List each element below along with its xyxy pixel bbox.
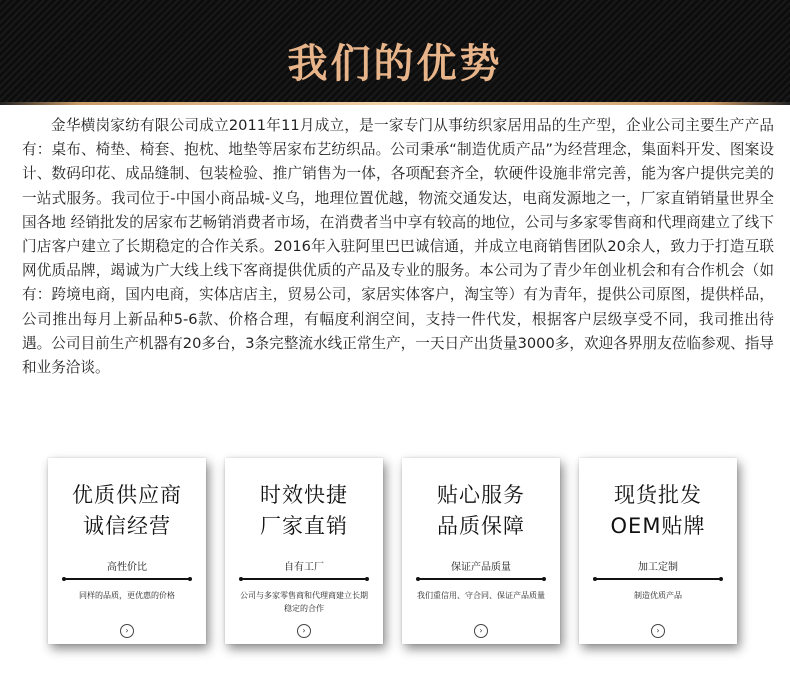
advantage-card-service — [402, 458, 560, 644]
card-description: 同样的品质，更优惠的价格 — [79, 591, 175, 600]
advantage-cards — [0, 450, 790, 670]
card-tag: 高性价比 — [107, 562, 147, 573]
gold-divider-line — [0, 102, 790, 105]
card-divider — [64, 578, 190, 580]
arrow-right-circle-icon[interactable]: › — [120, 624, 134, 638]
card-tag: 自有工厂 — [284, 562, 324, 573]
card-tag: 加工定制 — [638, 562, 678, 573]
header-banner — [0, 0, 790, 105]
card-description: 制造优质产品 — [634, 591, 682, 600]
advantage-card-oem — [579, 458, 737, 644]
page-title: 我们的优势 — [287, 41, 503, 87]
card-title: 优质供应商 诚信经营 — [72, 483, 182, 538]
card-description: 公司与多家零售商和代理商建立长期稳定的合作 — [240, 591, 368, 613]
card-title: 贴心服务 品质保障 — [437, 483, 525, 538]
card-divider — [595, 578, 721, 580]
card-divider — [241, 578, 367, 580]
card-title: 时效快捷 厂家直销 — [260, 483, 348, 538]
arrow-right-circle-icon[interactable]: › — [474, 624, 488, 638]
arrow-right-circle-icon[interactable]: › — [651, 624, 665, 638]
company-intro-paragraph: 金华横岗家纺有限公司成立2011年11月成立，是一家专门从事纺织家居用品的生产型，企业公司主要生产产品有：桌布、椅垫、椅套、抱枕、地垫等居家布艺纺织品。公司秉承“制造优质产品”为经营理念，集面料开发、图案设计、数码印花、成品缝制、包装检验、推广销售为一体，各项配套齐全，软硬件设施非常完善，能为客户提供完美的一站式服务。我司位于-中国小商品城-义乌，地理位置优越，物流交通发达，电商发源地之一，厂家直销销量世界全国各地 经销批发的居家布艺畅销消费者市场，在消费者当中享有较高的地位，公司与多家零售商和代理商建立了线下门店客户建立了长期稳定的合作关系。2016年入驻阿里巴巴诚信通，并成立电商销售团队20余人，致力于打造互联网优质品牌，竭诚为广大线上线下客商提供优质的产品及专业的服务。本公司为了青少年创业机会和有合作机会（如有：跨境电商，国内电商，实体店店主，贸易公司，家居实体客户，淘宝等）有为青年，提供公司原图，提供样品，公司推出每月上新品种5-6款、价格合理，有幅度利润空间，支持一件代发，根据客户层级享受不同，我司推出待遇。公司目前生产机器有20多台，3条完整流水线正常生产，一天日产出货量3000多，欢迎各界朋友莅临参观、指导和业务洽谈。 — [22, 117, 774, 377]
advantage-card-supplier — [48, 458, 206, 644]
card-description: 我们重信用、守合同、保证产品质量 — [417, 591, 545, 600]
arrow-right-circle-icon[interactable]: › — [297, 624, 311, 638]
card-divider — [418, 578, 544, 580]
advantage-card-factory — [225, 458, 383, 644]
card-tag: 保证产品质量 — [451, 562, 511, 573]
card-title: 现货批发 OEM贴牌 — [610, 483, 706, 538]
